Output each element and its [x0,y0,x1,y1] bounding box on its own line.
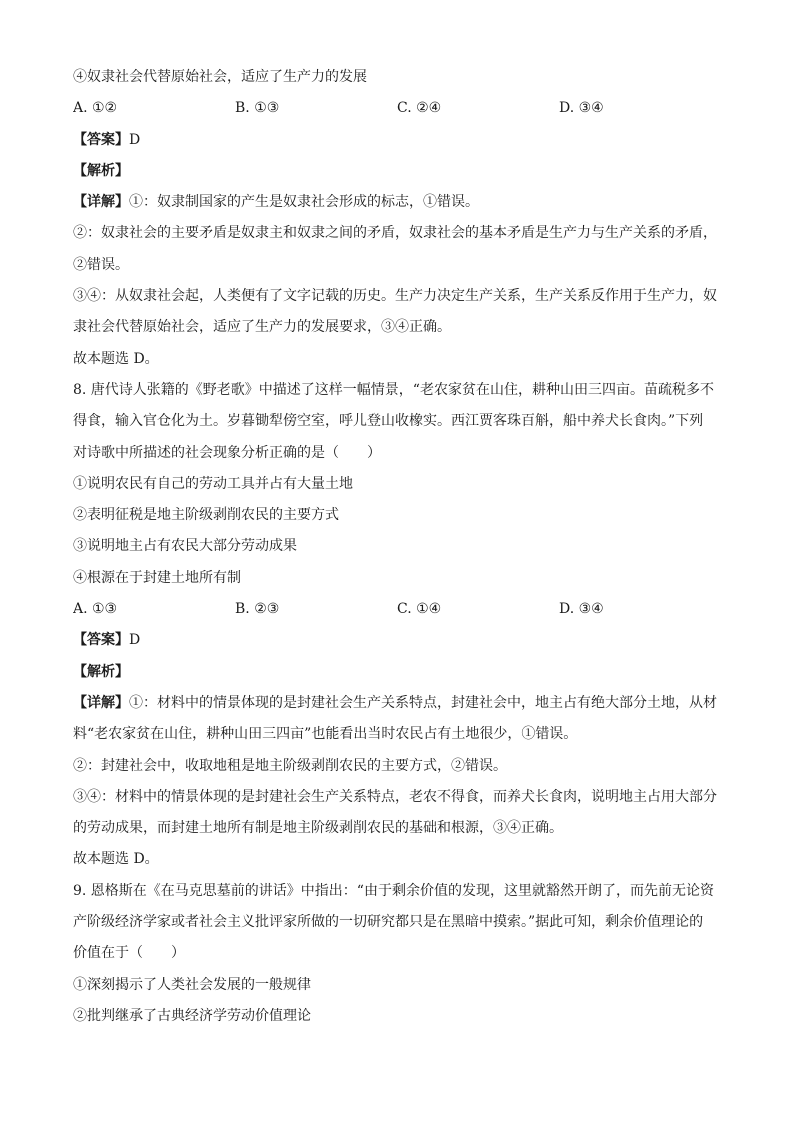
q8-statement-1: ①说明农民有自己的劳动工具并占有大量土地 [73,475,353,492]
q7-detail-3: ②错误。 [73,256,129,273]
q7-analysis-heading: 【解析】 [73,162,129,179]
q9-statement-1: ①深刻揭示了人类社会发展的一般规律 [73,976,311,993]
detail-text: ①：奴隶制国家的产生是奴隶社会形成的标志，①错误。 [129,194,479,211]
q8-stem-2: 得食，输入官仓化为土。岁暮锄犁傍空室，呼儿登山收橡实。西江贾客珠百斛，船中养犬长食肉。”下列 [73,413,704,430]
q8-detail-2: 料“老农家贫在山住，耕种山田三四亩”也能看出当时农民占有土地很少，①错误。 [73,726,578,743]
q9-stem-3: 价值在于（ ） [73,945,185,962]
q7-option-c: C. ②④ [397,100,442,117]
q7-detail-4: ③④：从奴隶社会起，人类便有了文字记载的历史。生产力决定生产关系，生产关系反作用于生产力，奴 [73,288,717,305]
detail-text: ①：材料中的情景体现的是封建社会生产关系特点，封建社会中，地主占有绝大部分土地，从材 [129,694,717,711]
q7-option-a: A. ①② [73,100,118,117]
detail-tag: 【详解】 [73,194,129,211]
q7-answer [73,125,725,156]
q7-detail-1 [73,187,725,218]
answer-tag: 【答案】 [73,632,129,649]
q7-conclusion: 故本题选 D。 [73,350,159,367]
q8-options [73,594,725,625]
q8-statement-3: ③说明地主占有农民大部分劳动成果 [73,538,297,555]
q8-stem-3: 对诗歌中所描述的社会现象分析正确的是（ ） [73,444,381,461]
q7-statement-4: ④奴隶社会代替原始社会，适应了生产力的发展 [73,69,367,85]
q8-option-d: D. ③④ [559,601,604,618]
q8-analysis-heading: 【解析】 [73,663,129,680]
q8-option-b: B. ②③ [235,601,280,618]
q9-statement-2: ②批判继承了古典经济学劳动价值理论 [73,1007,311,1024]
q7-option-d: D. ③④ [559,100,604,117]
answer-value: D [129,632,141,649]
q7-detail-5: 隶社会代替原始社会，适应了生产力的发展要求，③④正确。 [73,319,451,336]
q8-detail-5: 的劳动成果，而封建土地所有制是地主阶级剥削农民的基础和根源，③④正确。 [73,820,563,837]
q8-statement-4: ④根源在于封建土地所有制 [73,569,241,586]
detail-tag: 【详解】 [73,694,129,711]
q8-detail-3: ②：封建社会中，收取地租是地主阶级剥削农民的主要方式，②错误。 [73,757,507,774]
answer-value: D [129,131,141,148]
q8-detail-1 [73,688,725,719]
q8-detail-4: ③④：材料中的情景体现的是封建社会生产关系特点，老农不得食，而养犬长食肉，说明地主占用大部分 [73,788,717,805]
q8-option-c: C. ①④ [397,601,442,618]
q7-option-b: B. ①③ [235,100,280,117]
q8-statement-2: ②表明征税是地主阶级剥削农民的主要方式 [73,507,339,524]
q7-options [73,93,725,124]
q8-conclusion: 故本题选 D。 [73,851,159,868]
q8-option-a: A. ①③ [73,601,118,618]
answer-tag: 【答案】 [73,131,129,148]
q8-answer [73,625,725,656]
q7-detail-2: ②：奴隶社会的主要矛盾是奴隶主和奴隶之间的矛盾，奴隶社会的基本矛盾是生产力与生产关系的矛盾， [73,225,717,242]
exam-page [73,62,725,1032]
q8-stem-1: 8. 唐代诗人张籍的《野老歌》中描述了这样一幅情景，“老农家贫在山住，耕种山田三四亩。苗疏税多不 [73,381,714,398]
q9-stem-2: 产阶级经济学家或者社会主义批评家所做的一切研究都只是在黑暗中摸索。”据此可知，剩余价值理论的 [73,914,704,931]
q9-stem-1: 9. 恩格斯在《在马克思墓前的讲话》中指出：“由于剩余价值的发现，这里就豁然开朗了，而先前无论资 [73,882,714,899]
